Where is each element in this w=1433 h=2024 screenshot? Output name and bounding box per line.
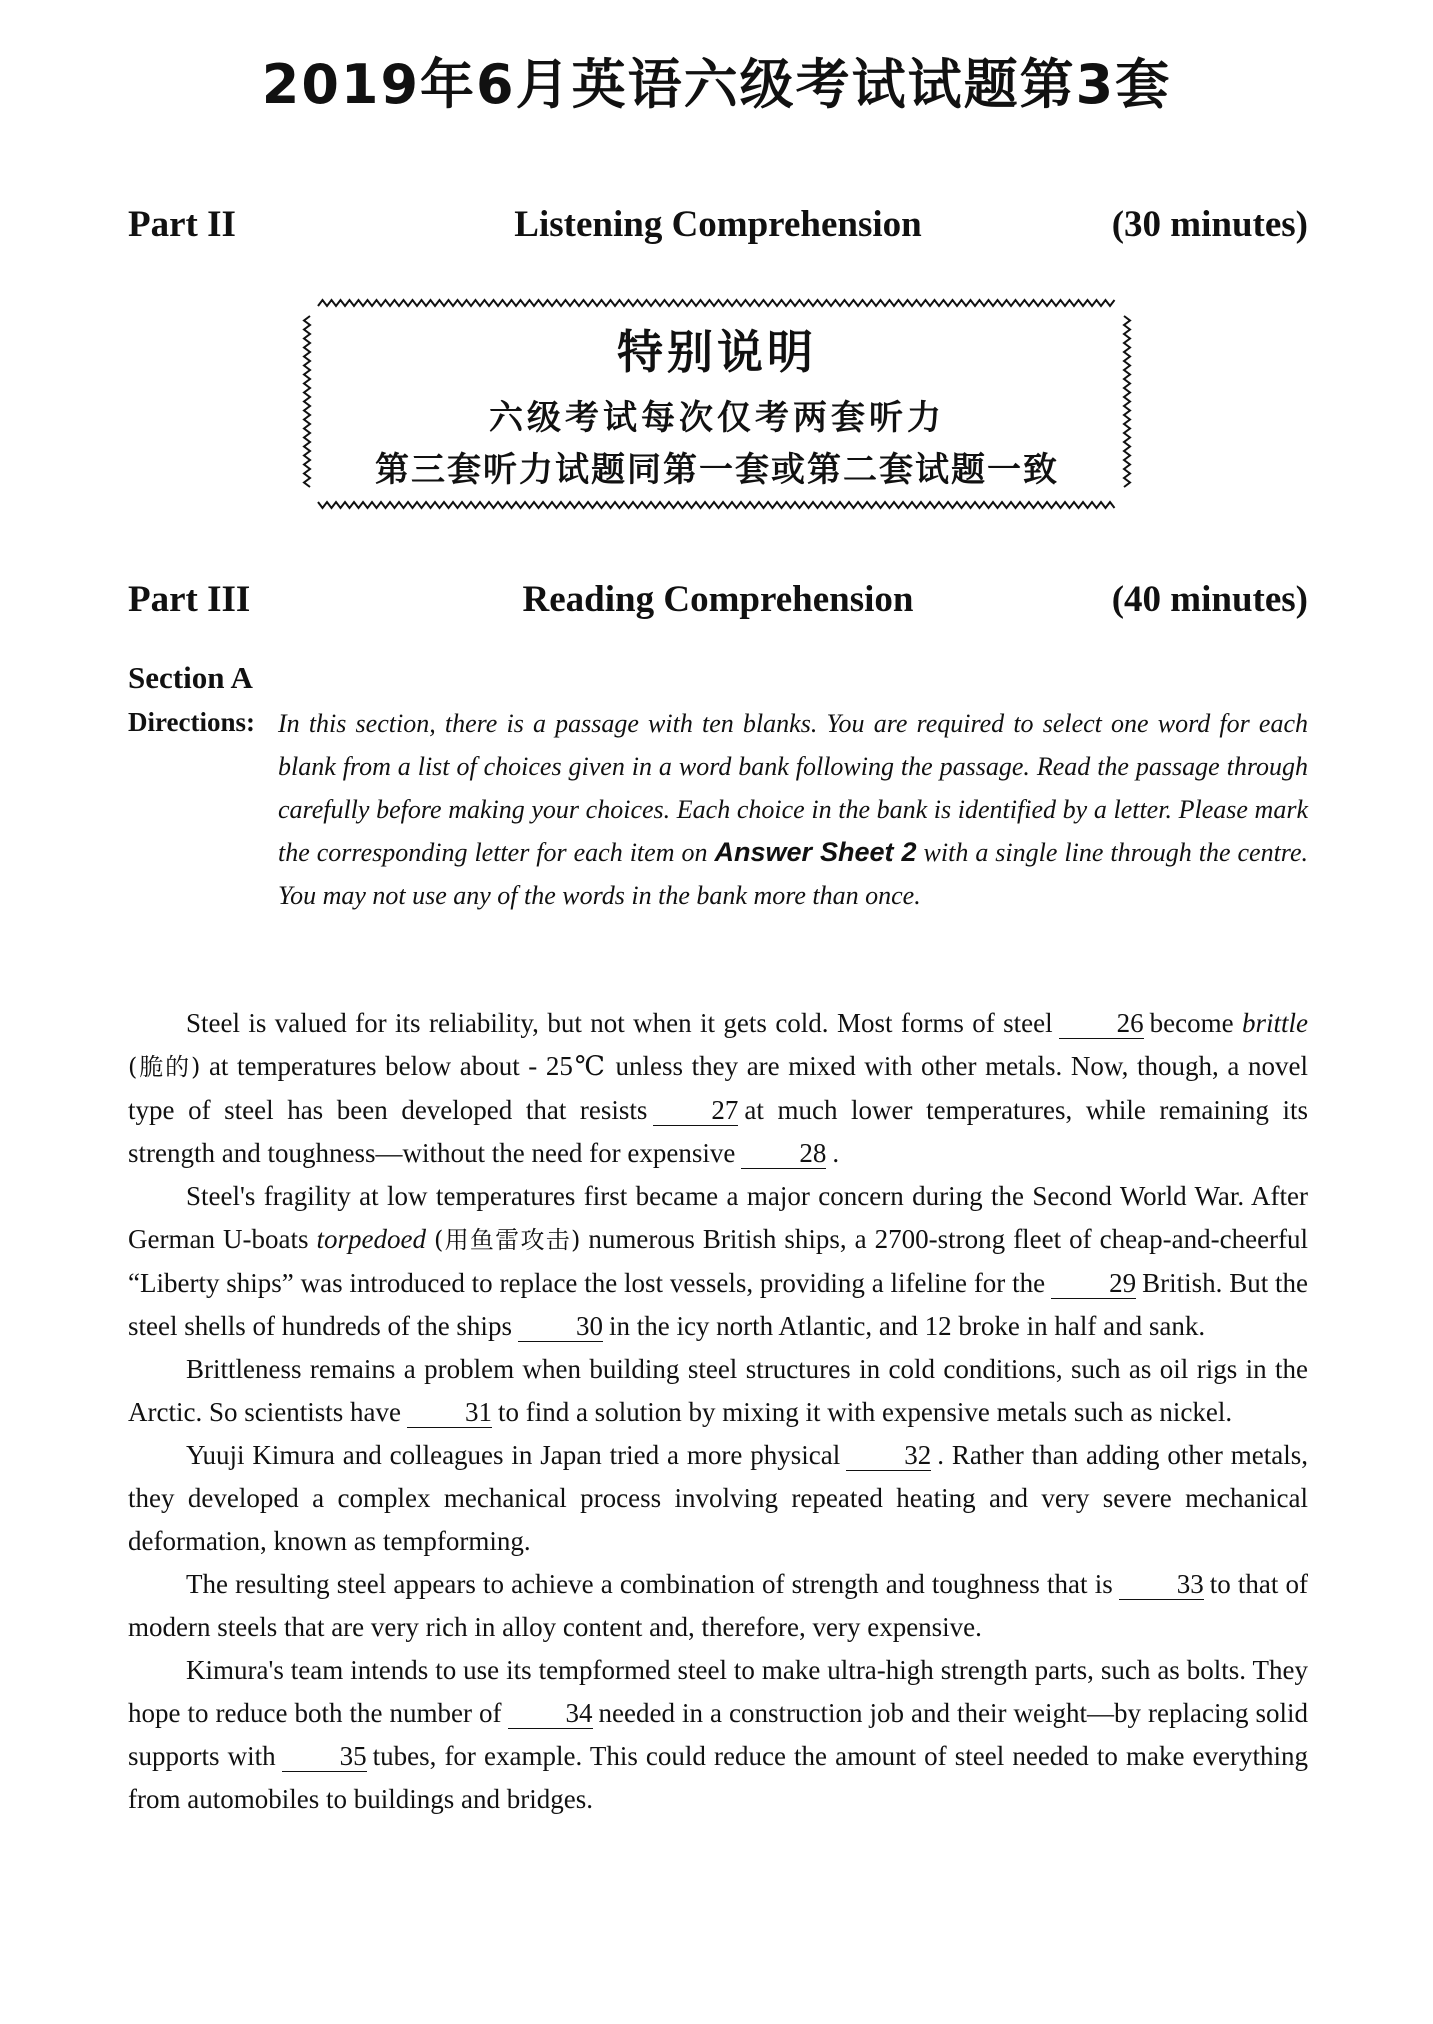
- text-run: Kimura's team intends to use its tempformed steel to make ultra-high strength parts, such as bolts. They hope to reduce both the number of: [128, 1655, 1308, 1728]
- text-run: at temperatures below about - 25℃ unless they are mixed with other metals. Now, though, a novel type of steel has been developed that resists: [128, 1051, 1308, 1125]
- paragraph-2: [128, 1175, 1308, 1348]
- gloss-torpedoed: (用鱼雷攻击): [434, 1226, 581, 1254]
- text-run: at much lower temperatures, while remaining its strength and toughness—without the need for expensive: [128, 1095, 1308, 1168]
- part-two-header: [128, 203, 1308, 253]
- part-three-time: (40 minutes): [1111, 579, 1308, 620]
- word-torpedoed: torpedoed: [316, 1224, 426, 1254]
- part-two-label: Part II: [128, 204, 236, 245]
- text-run: numerous British ships, a 2700-strong fleet of cheap-and-cheerful “Liberty ships” was introduced to replace the lost vessels, providing a lifeline for the: [128, 1224, 1309, 1298]
- part-three-header: [128, 578, 1308, 628]
- answer-sheet-label: Answer Sheet 2: [714, 837, 917, 867]
- gloss-brittle: (脆的): [128, 1053, 201, 1081]
- text-run: needed in a construction job and their weight—by replacing solid supports with: [128, 1698, 1309, 1771]
- special-notice-box: [296, 292, 1138, 512]
- text-run: Yuuji Kimura and colleagues in Japan tried a more physical: [186, 1440, 841, 1470]
- blank-29: 29: [1051, 1268, 1136, 1299]
- text-run: British. But the steel shells of hundreds of the ships: [128, 1268, 1309, 1341]
- text-run: Steel is valued for its reliability, but not when it gets cold. Most forms of steel: [186, 1008, 1053, 1038]
- blank-34: 34: [508, 1698, 593, 1729]
- paragraph-1: [128, 1002, 1308, 1175]
- reading-passage: [128, 1002, 1308, 1821]
- text-run: The resulting steel appears to achieve a combination of strength and toughness that is: [186, 1569, 1113, 1599]
- paragraph-5: [128, 1563, 1308, 1649]
- blank-31: 31: [407, 1397, 492, 1428]
- blank-33: 33: [1119, 1569, 1204, 1600]
- section-a-heading: Section A: [128, 660, 253, 695]
- text-run: to that of modern steels that are very rich in alloy content and, therefore, very expensive.: [128, 1569, 1309, 1642]
- blank-27: 27: [653, 1095, 738, 1126]
- paragraph-6: [128, 1649, 1308, 1821]
- blank-26: 26: [1059, 1008, 1144, 1039]
- notice-line-1: 六级考试每次仅考两套听力: [489, 398, 945, 438]
- part-two-time: (30 minutes): [1111, 204, 1308, 245]
- directions-text: [278, 702, 1308, 917]
- notice-line-2: 第三套听力试题同第一套或第二套试题一致: [375, 450, 1059, 490]
- page-title: 2019年6月英语六级考试试题第3套: [261, 53, 1172, 116]
- part-three-label: Part III: [128, 579, 251, 620]
- text-run: in the icy north Atlantic, and 12 broke in half and sank.: [608, 1311, 1206, 1341]
- directions-text-part-2: with a single line through the centre. You may not use any of the words in the bank more than once.: [278, 838, 1309, 910]
- notice-title: 特别说明: [617, 325, 817, 379]
- word-brittle: brittle: [1242, 1008, 1308, 1038]
- part-two-name: Listening Comprehension: [514, 204, 922, 245]
- paragraph-3: [128, 1348, 1308, 1434]
- text-run: .: [832, 1138, 840, 1168]
- paragraph-4: [128, 1434, 1308, 1563]
- text-run: Steel's fragility at low temperatures first became a major concern during the Second World War. After German U-boats: [128, 1181, 1308, 1254]
- directions-label: Directions:: [128, 707, 255, 737]
- text-run: to find a solution by mixing it with expensive metals such as nickel.: [497, 1397, 1233, 1427]
- text-run: Brittleness remains a problem when building steel structures in cold conditions, such as oil rigs in the Arctic. So scientists have: [128, 1354, 1308, 1427]
- blank-28: 28: [741, 1138, 826, 1169]
- part-three-name: Reading Comprehension: [522, 579, 914, 620]
- blank-30: 30: [518, 1311, 603, 1342]
- text-run: become: [1149, 1008, 1234, 1038]
- blank-35: 35: [282, 1741, 367, 1772]
- blank-32: 32: [846, 1440, 931, 1471]
- text-run: tubes, for example. This could reduce the amount of steel needed to make everything from automobiles to buildings and bridges.: [128, 1741, 1308, 1814]
- text-run: . Rather than adding other metals, they developed a complex mechanical process involving repeated heating and very severe mechanical deformation, known as tempforming.: [128, 1440, 1308, 1556]
- directions-text-part-1: In this section, there is a passage with ten blanks. You are required to select one word for each blank from a list of choices given in a word bank following the passage. Read the passage through carefully before making your choices. Each choice in the bank is identified by a letter. Please mark the corresponding letter for each item on: [278, 709, 1308, 867]
